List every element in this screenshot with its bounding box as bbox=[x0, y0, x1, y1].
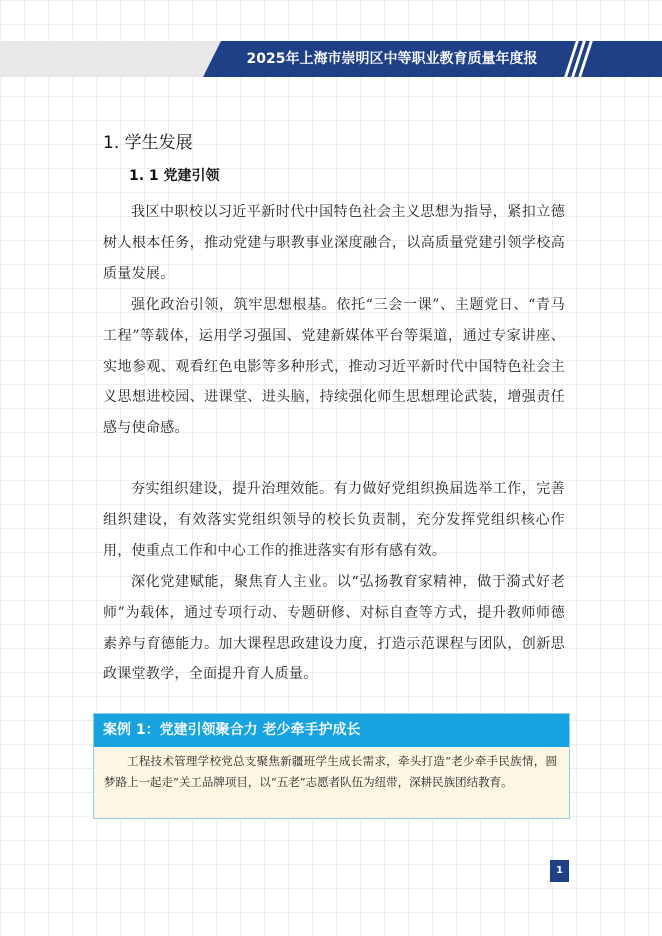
header-slash-decoration bbox=[566, 41, 596, 77]
page-number: 1 bbox=[550, 860, 569, 882]
body-paragraph: 强化政治引领，筑牢思想根基。依托“三会一课”、主题党日、“青马工程”等载体，运用学习强国、党建新媒体平台等渠道，通过专家讲座、实地参观、观看红色电影等多种形式，推动习近平新时代中国特色社会主义思想进校园、进课堂、进头脑，持续强化师生思想理论武装，增强责任感与使命感。 bbox=[103, 297, 565, 437]
subsection-heading: 1. 1 党建引领 bbox=[129, 168, 220, 184]
section-heading: 1. 学生发展 bbox=[103, 133, 193, 153]
report-title: 2025年上海市崇明区中等职业教育质量年度报告 bbox=[246, 51, 538, 103]
body-paragraph: 夯实组织建设，提升治理效能。有力做好党组织换届选举工作，完善组织建设，有效落实党组织领导的校长负责制，充分发挥党组织核心作用，使重点工作和中心工作的推进落实有形有感有效。 bbox=[103, 481, 565, 559]
case-study-body: 工程技术管理学校党总支聚焦新疆班学生成长需求，牵头打造“老少牵手民族情，圆梦路上一起走”关工品牌项目，以“五老”志愿者队伍为纽带，深耕民族团结教育。 bbox=[94, 747, 569, 818]
case-study-box bbox=[93, 713, 570, 819]
header-gray-band bbox=[0, 41, 220, 77]
body-paragraph: 深化党建赋能，聚焦育人主业。以“弘扬教育家精神，做于漪式好老师”为载体，通过专项行动、专题研修、对标自查等方式，提升教师师德素养与育德能力。加大课程思政建设力度，打造示范课程与团队，创新思政课堂教学，全面提升育人质量。 bbox=[103, 574, 565, 683]
body-paragraph: 我区中职校以习近平新时代中国特色社会主义思想为指导，紧扣立德树人根本任务，推动党建与职教事业深度融合，以高质量党建引领学校高质量发展。 bbox=[103, 204, 565, 282]
case-study-title: 案例 1：党建引领聚合力 老少牵手护成长 bbox=[94, 714, 569, 747]
